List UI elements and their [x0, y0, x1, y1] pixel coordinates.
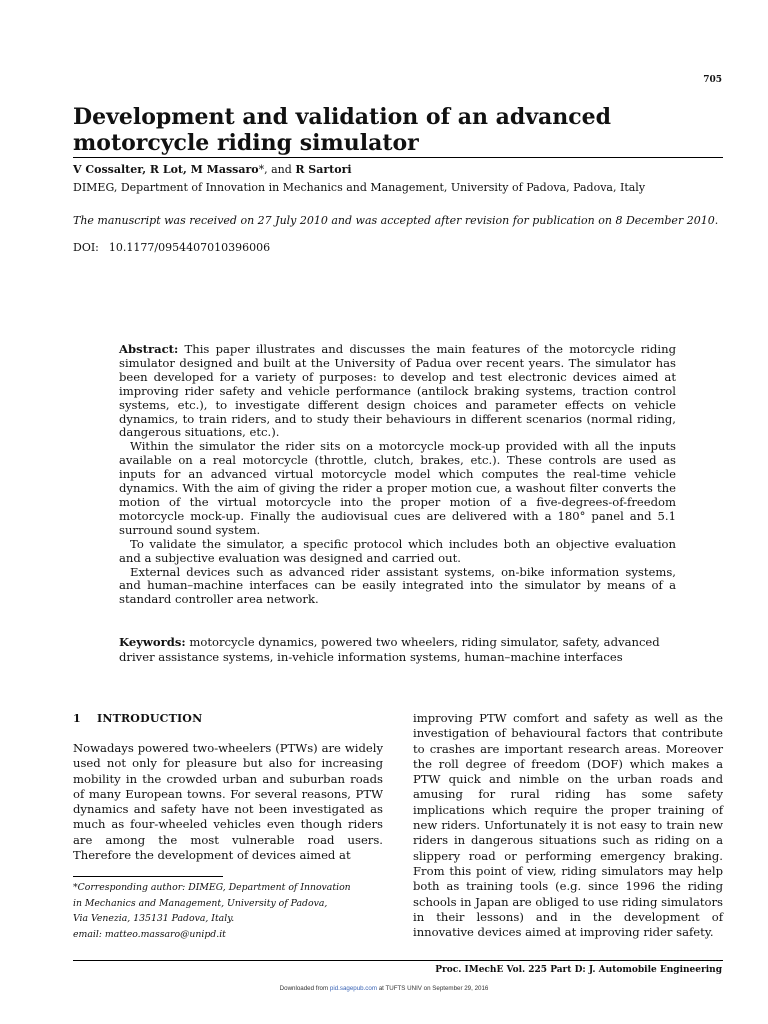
footnote-line: in Mechanics and Management, University of Padova,	[73, 897, 328, 909]
authors-separator: , and	[264, 163, 296, 176]
abstract-paragraph: External devices such as advanced rider assistant systems, on-bike information systems, and human–machine interfaces can be easily integrated into the simulator by means of a standard controller area network.	[119, 564, 676, 607]
abstract-text: This paper illustrates and discusses the main features of the motorcycle riding simulator designed and built at the University of Padua over recent years. The simulator has been developed for a variety of purposes: to develop and test electronic devices aimed at improving rider safety and vehicle performance (antilock braking systems, traction control systems, etc.), to investigate different design choices and parameter effects on vehicle dynamics, to train riders, and to study their behaviours in different scenarios (normal riding, dangerous situations, etc.).	[119, 342, 676, 440]
authors-last: R Sartori	[295, 163, 352, 176]
page-number: 705	[703, 75, 722, 85]
footnote	[73, 880, 383, 942]
journal-reference: Proc. IMechE Vol. 225 Part D: J. Automobile Engineering	[435, 965, 722, 975]
download-suffix: at TUFTS UNIV on September 29, 2016	[377, 985, 489, 992]
abstract-label: Abstract:	[119, 342, 179, 356]
intro-left-column: Nowadays powered two-wheelers (PTWs) are widely used not only for pleasure but also for increasing mobility in the crowded urban and suburban roads of many European towns. For several reasons, PTW dynamics and safety have not been investigated as much as four-wheeled vehicles even though riders are among the most vulnerable road users. Therefore the development of devices aimed at	[73, 741, 383, 863]
keywords	[119, 635, 676, 664]
affiliation: DIMEG, Department of Innovation in Mechanics and Management, University of Padova, Padova, Italy	[73, 181, 646, 194]
article-title: Development and validation of an advanced motorcycle riding simulator	[73, 104, 612, 156]
doi	[73, 241, 270, 254]
download-prefix: Downloaded from	[279, 985, 330, 992]
doi-value[interactable]: 10.1177/0954407010396006	[108, 241, 271, 254]
corresponding-marker: *	[258, 163, 265, 176]
abstract-paragraph	[119, 343, 676, 440]
footnote-rule	[73, 876, 223, 877]
footnote-line: Via Venezia, 135131 Padova, Italy.	[73, 913, 235, 924]
abstract-paragraph: Within the simulator the rider sits on a motorcycle mock-up provided with all the inputs available on a real motorcycle (throttle, clutch, brakes, etc.). These controls are used as inputs for an advanced virtual motorcycle model which computes the real-time vehicle dynamics. With the aim of giving the rider a proper motion cue, a washout filter converts the motion of the virtual motorcycle into the proper motion of a five-degrees-of-freedom motorcycle mock-up. Finally the audiovisual cues are delivered with a 180° panel and 5.1 surround sound system.	[119, 439, 676, 537]
download-link[interactable]: pid.sagepub.com	[329, 985, 378, 992]
footnote-email[interactable]: email: matteo.massaro@unipd.it	[73, 928, 226, 940]
received-note: The manuscript was received on 27 July 2010 and was accepted after revision for publication on 8 December 2010.	[73, 214, 719, 227]
keywords-text: motorcycle dynamics, powered two wheelers, riding simulator, safety, advanced driver assistance systems, in-vehicle information systems, human–machine interfaces	[119, 635, 660, 664]
footnote-line: *Corresponding author: DIMEG, Department of Innovation	[73, 882, 351, 893]
intro-right-column: improving PTW comfort and safety as well as the investigation of behavioural factors that contribute to crashes are important research areas. Moreover the roll degree of freedom (DOF) which makes a PTW quick and nimble on the urban roads and amusing for rural riding has some safety implications which require the proper training of new riders. Unfortunately it is not easy to train new riders in dangerous situations such as riding on a slippery road or performing emergency braking. From this point of view, riding simulators may help both as training tools (e.g. since 1996 the riding schools in Japan are obliged to use riding simulators in their lessons) and in the development of innovative devices aimed at improving rider safety.	[413, 711, 723, 940]
download-note	[0, 985, 768, 992]
author-list	[73, 163, 352, 176]
keywords-label: Keywords:	[119, 635, 186, 649]
title-rule	[73, 157, 723, 158]
abstract	[119, 343, 676, 607]
doi-label: DOI:	[73, 241, 99, 254]
abstract-paragraph: To validate the simulator, a specific protocol which includes both an objective evaluation and a subjective evaluation was designed and carried out.	[119, 536, 676, 565]
authors-first: V Cossalter, R Lot, M Massaro	[73, 163, 259, 176]
section-heading-introduction: 1 INTRODUCTION	[73, 712, 203, 725]
footer-rule	[73, 960, 723, 961]
